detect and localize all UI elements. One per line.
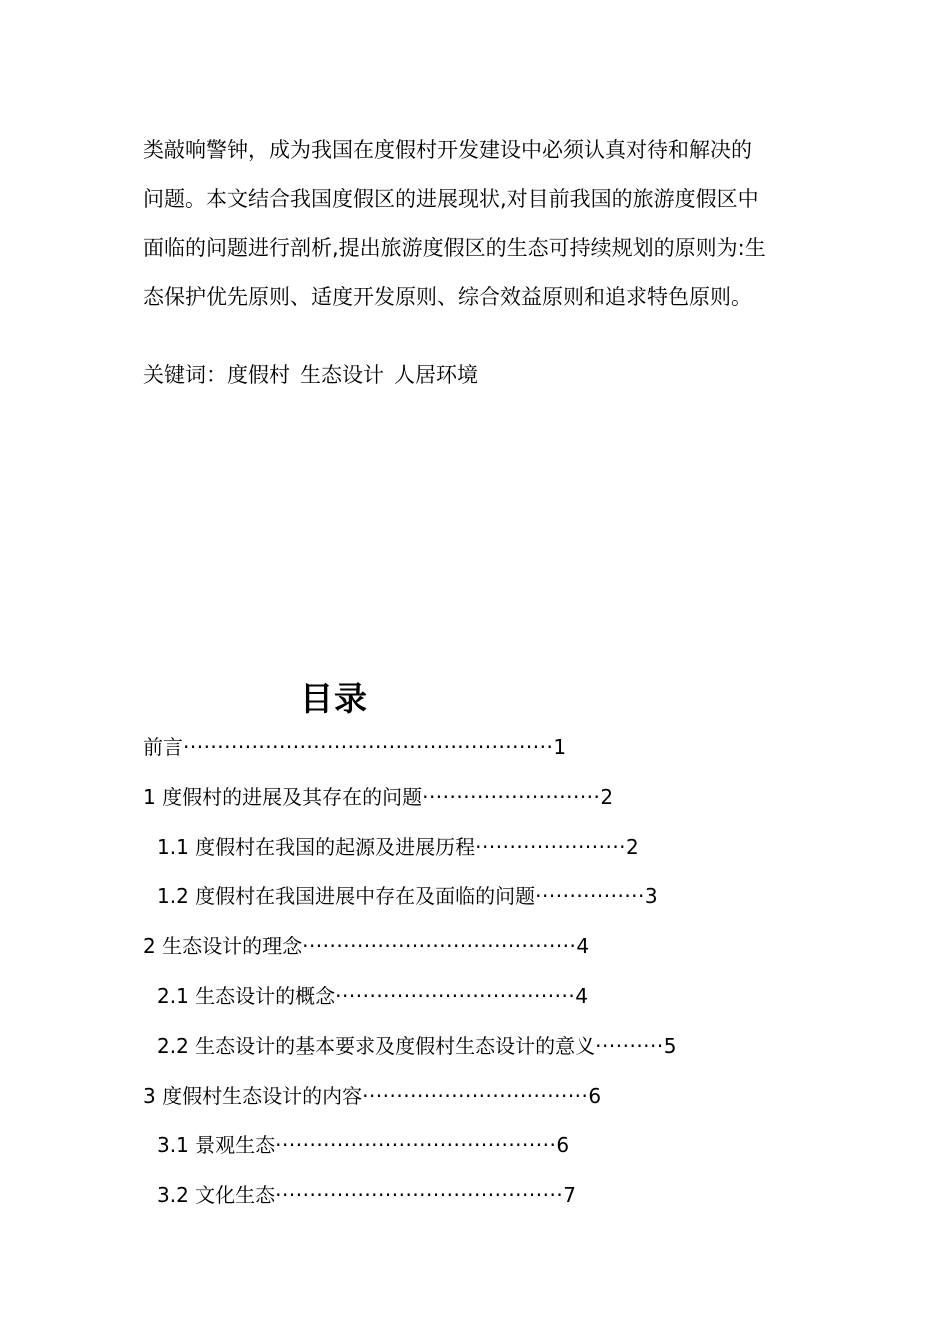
toc-title: 目录: [300, 679, 368, 718]
toc-page-number: 4: [576, 934, 590, 959]
toc-entry-text: 1.1 度假村在我国的起源及进展历程: [157, 834, 476, 859]
toc-entry-section-1-1[interactable]: [143, 828, 843, 878]
toc-leader-dots: ··········: [595, 1033, 664, 1058]
toc-page-number: 1: [553, 735, 567, 759]
toc-entry-text: 2 生态设计的理念: [143, 934, 303, 959]
abstract-line: 面临的问题进行剖析,提出旅游度假区的生态可持续规划的原则为:生: [143, 236, 766, 260]
toc-entry-text: 1.2 度假村在我国进展中存在及面临的问题: [157, 884, 536, 909]
toc-entry-chapter-3[interactable]: [143, 1077, 843, 1127]
toc-leader-dots: ······················: [475, 834, 627, 859]
keyword-term: 人居环境: [394, 363, 478, 387]
toc-entry-section-2-1[interactable]: [143, 977, 843, 1027]
toc-entry-text: 2.1 生态设计的概念: [157, 983, 336, 1008]
abstract-line: 问题。本文结合我国度假区的进展现状,对目前我国的旅游度假区中: [143, 187, 759, 211]
toc-leader-dots: ········································: [302, 934, 577, 959]
abstract-paragraph: [143, 131, 813, 327]
toc-page-number: 5: [663, 1033, 677, 1058]
toc-entry-section-3-1[interactable]: [143, 1126, 843, 1176]
toc-entry-text: 3.2 文化生态: [157, 1183, 276, 1208]
keyword-term: 度假村: [227, 363, 290, 387]
toc-page-number: 3: [644, 884, 658, 909]
toc-entry-text: 前言: [143, 735, 183, 759]
toc-leader-dots: ······················································: [183, 735, 554, 759]
toc-page-number: 7: [563, 1183, 576, 1208]
toc-entry-text: 1 度假村的进展及其存在的问题: [143, 784, 423, 809]
toc-leader-dots: ··························: [422, 784, 601, 809]
keywords-line: [143, 356, 478, 394]
toc-entry-text: 3 度假村生态设计的内容: [143, 1083, 363, 1108]
toc-entry-section-1-2[interactable]: [143, 877, 843, 927]
toc-leader-dots: ·································: [362, 1083, 589, 1108]
toc-entry-text: 3.1 景观生态: [157, 1133, 276, 1158]
toc-page-number: 4: [575, 983, 588, 1008]
toc-entry-preface[interactable]: [143, 728, 843, 778]
abstract-line: 类敲响警钟，成为我国在度假村开发建设中必须认真对待和解决的: [143, 138, 752, 162]
keyword-term: 生态设计: [300, 363, 384, 387]
toc-page-number: 2: [600, 784, 614, 809]
toc-page-number: 6: [556, 1133, 570, 1158]
toc-leader-dots: ················: [535, 884, 645, 909]
toc-entry-text: 2.2 生态设计的基本要求及度假村生态设计的意义: [157, 1033, 596, 1058]
toc-page-number: 2: [626, 834, 639, 859]
toc-page-number: 6: [588, 1083, 602, 1108]
table-of-contents: [143, 728, 843, 1226]
toc-entry-chapter-1[interactable]: [143, 778, 843, 828]
abstract-line: 态保护优先原则、适度开发原则、综合效益原则和追求特色原则。: [143, 285, 752, 309]
toc-leader-dots: ··········································: [275, 1183, 564, 1208]
toc-entry-section-2-2[interactable]: [143, 1027, 843, 1077]
toc-leader-dots: ···································: [335, 983, 576, 1008]
keywords-label: 关键词：: [143, 363, 227, 387]
toc-entry-chapter-2[interactable]: [143, 927, 843, 977]
toc-leader-dots: ·········································: [275, 1133, 557, 1158]
toc-entry-section-3-2[interactable]: [143, 1176, 843, 1226]
